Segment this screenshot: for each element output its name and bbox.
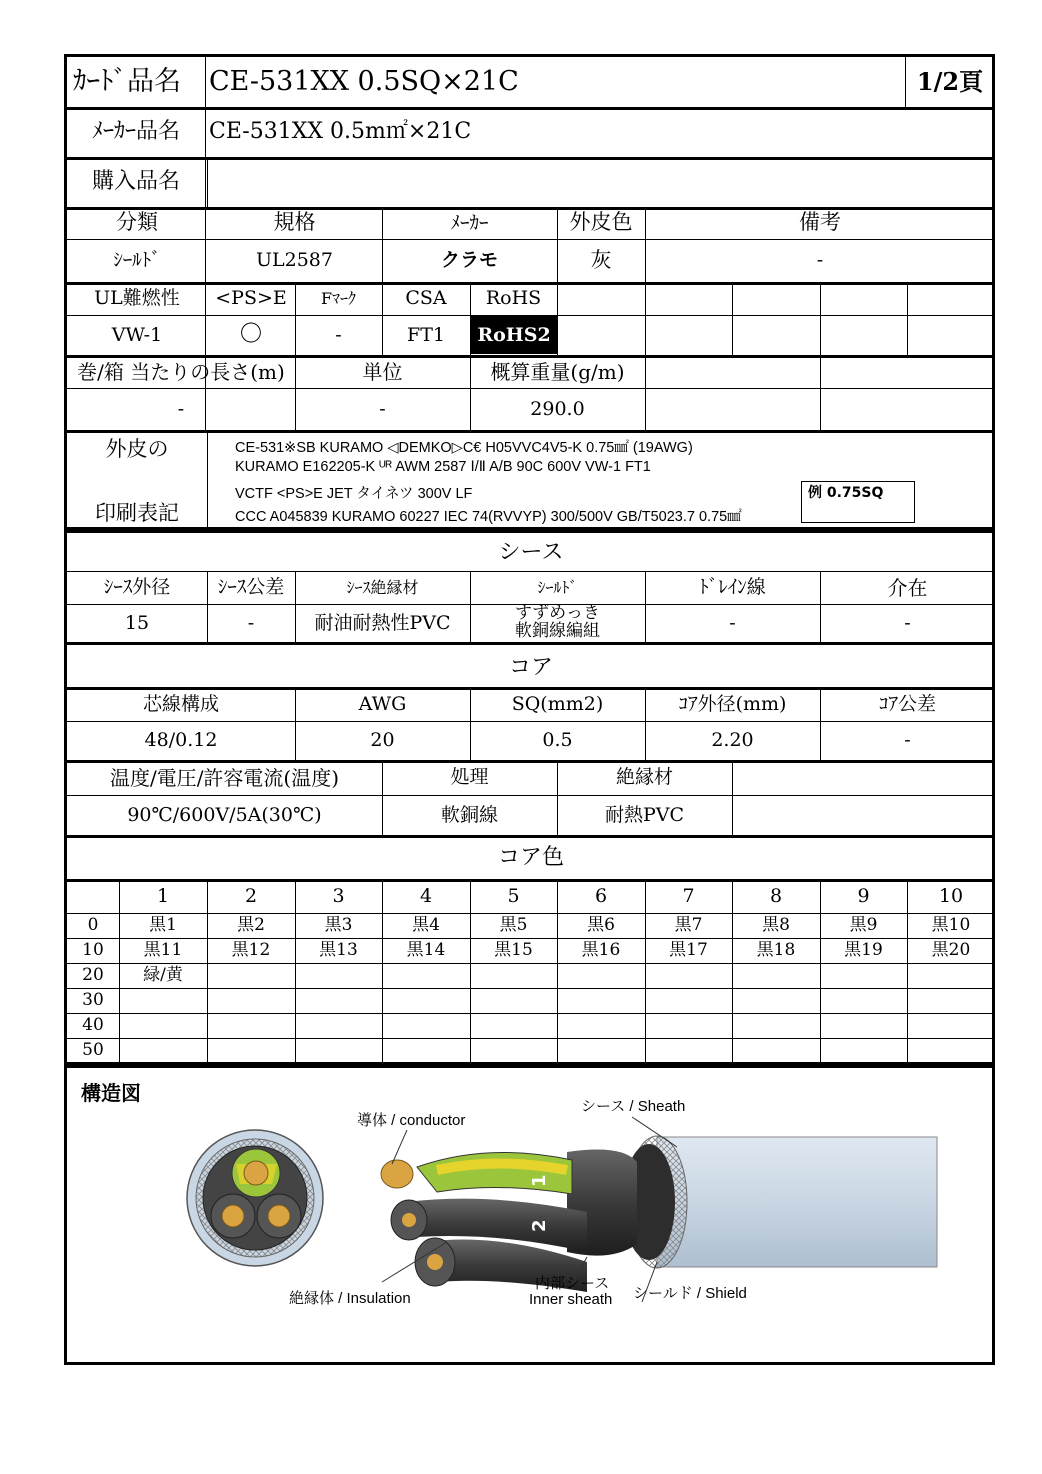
- print-example-box: 例 0.75SQ: [801, 481, 915, 523]
- color-cell: [907, 988, 995, 1013]
- label-inner-sheath-en: Inner sheath: [529, 1291, 613, 1308]
- color-cell: [732, 1013, 820, 1038]
- grid-v-line: [207, 157, 208, 207]
- color-cell: [470, 963, 557, 988]
- grid-v-line: [470, 879, 471, 1062]
- color-cell: [470, 1038, 557, 1063]
- print-label-bottom: 印刷表記: [95, 501, 179, 526]
- core-header-awg: AWG: [358, 692, 407, 715]
- class-header-maker: ﾒｰｶｰ: [450, 211, 489, 234]
- grid-h-line: [67, 795, 993, 796]
- page-indicator: 1/2頁: [916, 66, 984, 96]
- core-value-awg: 20: [370, 729, 395, 752]
- pack-header-unit: 単位: [362, 359, 403, 384]
- color-cell: [382, 988, 470, 1013]
- grid-v-line: [907, 282, 908, 355]
- class-header-color: 外皮色: [569, 210, 633, 235]
- grid-v-line: [207, 879, 208, 1062]
- class-value-color: 灰: [590, 247, 612, 272]
- cert-value-flame: VW-1: [111, 323, 163, 346]
- cert-value-rohs2-badge: RoHS2: [471, 316, 557, 354]
- rating-header-insulation: 絶縁材: [615, 766, 673, 789]
- card-name-label: ｶｰﾄﾞ品名: [73, 66, 181, 98]
- sheath-value-drain: -: [729, 611, 736, 634]
- color-col-header: 3: [332, 884, 345, 907]
- pack-value-weight: 290.0: [530, 397, 585, 420]
- print-line-4: CCC A045839 KURAMO 60227 IEC 74(RVVYP) 300/500V GB/T5023.7 0.75㎟: [235, 509, 742, 525]
- grid-v-line: [470, 355, 471, 430]
- color-cell: [470, 1013, 557, 1038]
- color-cell: 黒20: [931, 940, 971, 961]
- color-col-header: 9: [857, 884, 870, 907]
- sheath-header-drain: ﾄﾞﾚｲﾝ線: [699, 576, 766, 599]
- grid-v-line: [907, 879, 908, 1062]
- core-header-od: ｺｱ外径(mm): [678, 692, 787, 715]
- spec-sheet: [64, 54, 995, 1365]
- color-cell: [295, 963, 382, 988]
- color-cell: [470, 988, 557, 1013]
- label-insulation: 絶縁体 / Insulation: [289, 1290, 411, 1307]
- color-cell: [557, 963, 645, 988]
- grid-h-line: [67, 938, 993, 939]
- purchase-name-label: 購入品名: [91, 168, 180, 194]
- color-cell: 緑/黄: [143, 965, 183, 986]
- color-col-header: 5: [507, 884, 520, 907]
- grid-v-line: [205, 57, 206, 430]
- color-row-label: 40: [82, 1015, 104, 1036]
- class-header-remarks: 備考: [799, 210, 841, 235]
- class-value-standard: UL2587: [256, 249, 333, 272]
- grid-v-line: [119, 879, 120, 1062]
- core-number-2: 2: [529, 1219, 550, 1232]
- color-cell: [820, 1038, 907, 1063]
- color-cell: [645, 988, 732, 1013]
- color-cell: [295, 1013, 382, 1038]
- core-value-tol: -: [904, 729, 911, 752]
- print-line-3: VCTF <PS>E JET タイネツ 300V LF: [235, 486, 473, 502]
- sheath-value-tol: -: [247, 611, 255, 634]
- grid-v-line: [645, 282, 646, 355]
- sheath-header-material: ｼｰｽ絶縁材: [346, 577, 419, 597]
- grid-v-line: [557, 282, 558, 355]
- maker-name-value: CE-531XX 0.5m㎡×21C: [209, 118, 472, 144]
- print-line-1: CE-531※SB KURAMO ◁DEMKO▷C€ H05VVC4V5-K 0.75㎟ (19AWG): [235, 440, 693, 456]
- grid-v-line: [645, 571, 646, 642]
- color-cell: [732, 1038, 820, 1063]
- grid-h-line: [67, 530, 993, 533]
- grid-v-line: [382, 207, 383, 282]
- color-cell: 黒17: [669, 940, 708, 961]
- sheath-header-filler: 介在: [887, 575, 928, 600]
- color-cell: 黒18: [756, 940, 796, 961]
- grid-v-line: [295, 282, 296, 355]
- grid-v-line: [295, 355, 296, 430]
- grid-h-line: [67, 1013, 993, 1014]
- class-value-category: ｼｰﾙﾄﾞ: [113, 249, 161, 272]
- label-conductor: 導体 / conductor: [357, 1112, 466, 1129]
- color-cell: [207, 1013, 295, 1038]
- grid-h-line: [67, 687, 993, 690]
- grid-v-line: [557, 207, 558, 282]
- core-value-od: 2.20: [711, 729, 754, 752]
- color-cell: 黒4: [412, 915, 440, 936]
- cert-header-fmark: Fﾏｰｸ: [320, 288, 357, 308]
- sheath-value-shield: すずめっき 軟銅線編組: [515, 604, 600, 641]
- grid-h-line: [67, 1065, 993, 1068]
- sheath-section-title: シース: [498, 539, 564, 565]
- structure-title: 構造図: [81, 1081, 141, 1105]
- color-cell: [820, 963, 907, 988]
- pack-header-length: 巻/箱 当たりの長さ(m): [77, 359, 285, 384]
- color-cell: [645, 1038, 732, 1063]
- color-cell: 黒2: [237, 915, 265, 936]
- grid-h-line: [67, 963, 993, 964]
- grid-v-line: [645, 879, 646, 1062]
- class-value-remarks: -: [816, 249, 824, 272]
- color-cell: 黒15: [494, 940, 533, 961]
- class-header-standard: 規格: [273, 210, 316, 235]
- color-cell: 黒5: [499, 915, 528, 936]
- color-row-label: 20: [82, 965, 104, 986]
- cable-side-view-icon: [381, 1136, 937, 1292]
- color-row-label: 0: [87, 915, 99, 936]
- color-col-header: 2: [244, 884, 258, 907]
- grid-v-line: [295, 571, 296, 642]
- color-cell: [295, 1038, 382, 1063]
- cert-header-flame: UL難燃性: [94, 287, 180, 310]
- core-number-1: 1: [529, 1174, 550, 1187]
- label-shield: シールド / Shield: [633, 1285, 747, 1302]
- color-row-label: 50: [82, 1040, 104, 1061]
- cert-header-rohs: RoHS: [485, 287, 542, 310]
- rating-header-process: 処理: [450, 766, 489, 789]
- sheath-header-tol: ｼｰｽ公差: [217, 576, 285, 599]
- cross-section-icon: [187, 1130, 323, 1266]
- grid-v-line: [382, 282, 383, 355]
- core-value-sq: 0.5: [542, 729, 573, 752]
- grid-h-line: [67, 571, 993, 572]
- grid-h-line: [67, 642, 993, 645]
- sheath-value-material: 耐油耐熱性PVC: [314, 611, 451, 634]
- grid-v-line: [382, 879, 383, 1062]
- color-cell: [207, 1038, 295, 1063]
- grid-v-line: [732, 879, 733, 1062]
- color-cell: 黒13: [319, 940, 358, 961]
- color-cell: [907, 1013, 995, 1038]
- color-cell: 黒8: [762, 915, 790, 936]
- grid-h-line: [67, 721, 993, 722]
- grid-v-line: [645, 687, 646, 760]
- maker-name-label: ﾒｰｶｰ品名: [91, 118, 180, 144]
- core-color-section-title: コア色: [497, 844, 564, 870]
- label-sheath: シース / Sheath: [581, 1098, 686, 1115]
- grid-v-line: [732, 282, 733, 355]
- sheath-value-od: 15: [124, 611, 150, 634]
- grid-v-line: [382, 760, 383, 835]
- rating-header-temp: 温度/電圧/許容電流(温度): [109, 765, 340, 790]
- color-cell: 黒1: [149, 915, 177, 936]
- grid-v-line: [820, 687, 821, 760]
- sheath-header-shield: ｼｰﾙﾄﾞ: [537, 577, 578, 597]
- color-col-header: 10: [938, 884, 964, 907]
- color-cell: [382, 963, 470, 988]
- color-cell: [907, 1038, 995, 1063]
- color-cell: [820, 1013, 907, 1038]
- class-header-category: 分類: [116, 210, 158, 235]
- rating-value-process: 軟銅線: [440, 803, 498, 826]
- color-cell: [382, 1013, 470, 1038]
- pack-value-unit: -: [379, 397, 386, 420]
- color-col-header: 8: [769, 884, 783, 907]
- color-cell: 黒6: [587, 915, 615, 936]
- color-cell: [557, 1038, 645, 1063]
- core-header-tol: ｺｱ公差: [878, 692, 936, 715]
- color-col-header: 1: [156, 884, 170, 907]
- color-cell: [207, 963, 295, 988]
- color-cell: 黒14: [406, 940, 446, 961]
- color-cell: [119, 1013, 207, 1038]
- grid-v-line: [820, 571, 821, 642]
- color-cell: 黒19: [844, 940, 883, 961]
- color-cell: [295, 988, 382, 1013]
- color-cell: [207, 988, 295, 1013]
- color-cell: [645, 963, 732, 988]
- grid-v-line: [295, 879, 296, 1062]
- grid-h-line: [67, 835, 993, 838]
- rating-value-temp: 90℃/600V/5A(30℃): [127, 803, 322, 826]
- color-cell: 黒11: [143, 940, 183, 961]
- grid-v-line: [645, 207, 646, 282]
- color-cell: [732, 988, 820, 1013]
- pack-value-length: -: [177, 397, 185, 420]
- color-cell: [119, 988, 207, 1013]
- grid-h-line: [67, 760, 993, 763]
- grid-v-line: [470, 571, 471, 642]
- cert-value-pse: 〇: [239, 321, 262, 347]
- color-row-label: 10: [82, 940, 104, 961]
- color-cell: 黒12: [231, 940, 271, 961]
- purchase-name-value: [207, 157, 987, 207]
- color-cell: [382, 1038, 470, 1063]
- print-line-2: KURAMO E162205-K ᵁᴿ AWM 2587 Ⅰ/Ⅱ A/B 90C 600V VW-1 FT1: [235, 459, 651, 475]
- color-row-label: 30: [82, 990, 104, 1011]
- color-cell: [645, 1013, 732, 1038]
- color-col-header: 6: [594, 884, 608, 907]
- grid-v-line: [732, 760, 733, 835]
- color-cell: [820, 988, 907, 1013]
- color-cell: 黒3: [324, 915, 353, 936]
- cert-value-fmark: -: [335, 323, 342, 346]
- grid-h-line: [67, 913, 993, 914]
- sheath-header-od: ｼｰｽ外径: [103, 576, 171, 599]
- cable-structure-diagram: [67, 1062, 995, 1362]
- grid-v-line: [470, 687, 471, 760]
- grid-h-line: [67, 1038, 993, 1039]
- color-col-header: 7: [682, 884, 695, 907]
- core-header-structure: 芯線構成: [142, 692, 219, 715]
- grid-h-line: [67, 879, 993, 882]
- grid-v-line: [820, 282, 821, 355]
- color-cell: 黒7: [674, 915, 703, 936]
- class-value-maker: クラモ: [440, 249, 498, 272]
- color-cell: [907, 963, 995, 988]
- grid-v-line: [820, 879, 821, 1062]
- color-cell: [557, 988, 645, 1013]
- color-cell: [119, 1038, 207, 1063]
- color-col-header: 4: [419, 884, 433, 907]
- grid-v-line: [207, 430, 208, 527]
- cert-header-csa: CSA: [405, 287, 447, 310]
- rating-value-insulation: 耐熱PVC: [604, 803, 685, 826]
- color-cell: 黒9: [849, 915, 878, 936]
- core-value-structure: 48/0.12: [144, 729, 218, 752]
- grid-v-line: [557, 760, 558, 835]
- core-section-title: コア: [508, 654, 553, 680]
- grid-h-line: [67, 604, 993, 605]
- color-cell: [732, 963, 820, 988]
- grid-v-line: [557, 879, 558, 1062]
- color-cell: [557, 1013, 645, 1038]
- grid-v-line: [645, 355, 646, 430]
- print-label-top: 外皮の: [105, 437, 169, 462]
- grid-v-line: [820, 355, 821, 430]
- grid-h-line: [67, 430, 993, 433]
- core-header-sq: SQ(mm2): [511, 692, 604, 715]
- color-cell: 黒16: [581, 940, 621, 961]
- grid-v-line: [207, 571, 208, 642]
- grid-v-line: [470, 282, 471, 355]
- grid-v-line: [295, 687, 296, 760]
- pack-header-weight: 概算重量(g/m): [490, 359, 625, 384]
- label-inner-sheath-jp: 内部シース: [535, 1275, 610, 1292]
- sheath-value-filler: -: [904, 611, 911, 634]
- grid-v-line: [905, 57, 906, 107]
- grid-h-line: [67, 988, 993, 989]
- card-name-value: CE-531XX 0.5SQ×21C: [209, 66, 519, 98]
- cert-value-csa: FT1: [407, 323, 445, 346]
- color-cell: 黒10: [931, 915, 971, 936]
- cert-header-pse: <PS>E: [215, 287, 287, 310]
